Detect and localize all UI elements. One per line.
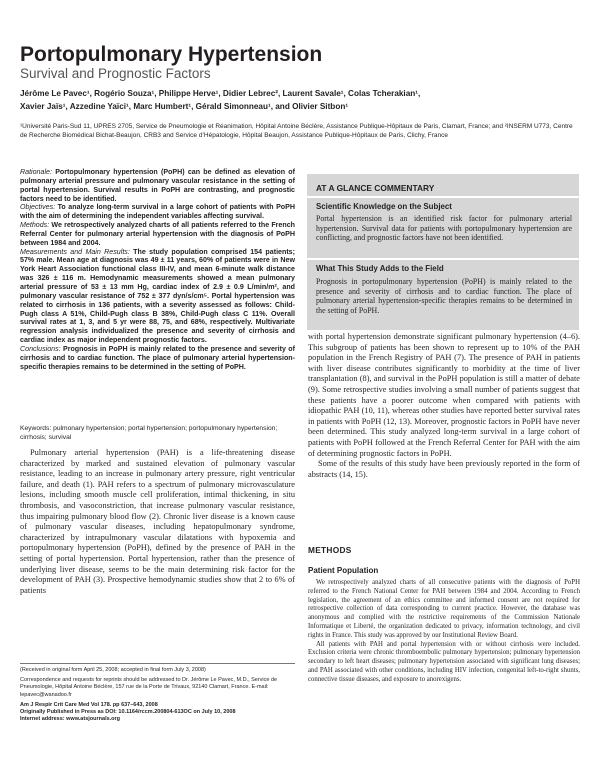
conclusions-text: Prognosis in PoPH is mainly related to the presence and severity of cirrhosis and to cardiac function. The place of pulmonary arterial hypertension-specific therapies remains to be determined in the setting of PoPH. — [20, 344, 295, 371]
article-subtitle: Survival and Prognostic Factors — [20, 66, 211, 81]
glance-divider-2 — [307, 258, 579, 260]
glance-text-1: Portal hypertension is an identified risk factor for pulmonary arterial hypertension. Survival data for patients with portopulmonary hypertension are conflicting, and prognostic factors have not been identified. — [316, 214, 572, 243]
authors-line-1: Jérôme Le Pavec¹, Rogério Souza¹, Philippe Herve¹, Didier Lebrec², Laurent Savale¹, Colas Tcherakian¹, — [20, 89, 421, 98]
methods-paragraph-1: We retrospectively analyzed charts of all consecutive patients with the diagnosis of PoPH referred to the French National Center for PAH between 1984 and 2004. According to French legislation, the agreement of an ethics committee and informed consent are not required for retrospective collection of data corresponding to current practice. However, the database was anonymous and complied with the restrictive requirements of the Commission Nationale Informatique et Liberté, the organization dedicated to privacy, information technology, and civil rights in France. This study was approved by our Institutional Review Board. — [308, 579, 580, 639]
authors-line-2: Xavier Jaïs¹, Azzedine Yaïci¹, Marc Humbert¹, Gérald Simonneau¹, and Olivier Sitbon¹ — [20, 102, 349, 111]
methods-text: We retrospectively analyzed charts of all patients referred to the French Referral Center for pulmonary arterial hypertension with the diagnosis of PoPH between 1984 and 2004. — [20, 221, 295, 247]
abstract-rationale — [20, 168, 295, 203]
abstract-results — [20, 248, 295, 345]
article-title: Portopulmonary Hypertension — [20, 43, 323, 66]
introduction — [20, 448, 295, 596]
abstracts-note: Some of the results of this study have been previously reported in the form of abstracts (14, 15). — [308, 459, 580, 479]
keywords-label: Keywords: — [20, 425, 52, 432]
glance-text-2: Prognosis in portopulmonary hypertension (PoPH) is mainly related to the presence and severity of cirrhosis and to cardiac function. The place of pulmonary arterial hypertension-specific therapies remains to be determined in the setting of PoPH. — [316, 277, 572, 315]
methods-body — [308, 579, 580, 685]
journal-citation: Am J Respir Crit Care Med Vol 178. pp 637–643, 2008 — [20, 701, 158, 708]
keywords-text: pulmonary hypertension; portal hypertension; portopulmonary hypertension; cirrhosis; survival — [20, 425, 278, 441]
results-label: Measurements and Main Results: — [20, 247, 130, 256]
author-list — [20, 87, 580, 113]
glance-commentary-box — [307, 174, 579, 330]
rationale-label: Rationale: — [20, 168, 52, 176]
objectives-label: Objectives: — [20, 203, 56, 212]
glance-subheading-2: What This Study Adds to the Field — [316, 264, 444, 273]
rationale-text: Portopulmonary hypertension (PoPH) can be defined as elevation of pulmonary arterial pressure and pulmonary vascular resistance in the setting of portal hypertension. Survival results in PoPH are contrasting, and prognostic factors need to be identified. — [20, 168, 295, 203]
footnote — [20, 663, 295, 723]
objectives-text: To analyze long-term survival in a large cohort of patients with PoPH with the aim of determining the independent variables affecting survival. — [20, 203, 295, 221]
glance-subheading-1: Scientific Knowledge on the Subject — [316, 202, 452, 211]
abstract-methods — [20, 221, 295, 248]
intro-continued — [308, 332, 580, 480]
online-doi: Originally Published in Press as DOI: 10.1164/rccm.200804-613OC on July 10, 2008 — [20, 709, 236, 716]
abstract-objectives — [20, 203, 295, 221]
methods-paragraph-2: All patients with PAH and portal hypertension with or without cirrhosis were included. Exclusion criteria were chronic thromboembolic pulmonary hypertension; pulmonary hypertension secondary to left heart diseases; pulmonary hypertension associated with significant lung diseases; and PAH associated with other conditions, including HIV infection, congenital left-to-right shunts, connective tissue diseases, and exposure to anorexigens. — [308, 640, 580, 683]
intro-paragraph: Pulmonary arterial hypertension (PAH) is a life-threatening disease characterized by marked and sustained elevation of pulmonary vascular resistance, leading to an increase in pulmonary artery pressure, right ventricular failure, and death (1). PAH refers to a spectrum of pulmonary microvasculature lesions, including smooth muscle cell proliferation, intimal thickening, in situ thrombosis, and vasoconstriction, that increase pulmonary vascular resistance, thus impairing pulmonary blood flow (2). Chronic liver disease is a known cause of pulmonary vascular diseases, including hepatopulmonary syndrome, characterized by intrapulmonary vascular dilatations with hypoxemia and portopulmonary hypertension (PoPH), defined by the presence of PAH in the setting of portal hypertension. Portal hypertension, rather than the presence of underlying liver disease, seems to be the main determining risk factor for the development of PAH (3). Prospective hemodynamic studies show that 2 to 6% of patients — [20, 448, 295, 595]
glance-divider — [307, 196, 579, 198]
patient-population-heading: Patient Population — [308, 566, 379, 575]
affiliations: ¹Université Paris-Sud 11, UPRES 2705, Service de Pneumologie et Réanimation, Hôpital Antoine Béclère, Assistance Publique-Hôpitaux de Paris, Clamart, France; and ²INSERM U773, Centre de Recherche Biomédical Bichat-Beaujon, CRB3 and Service d’Hépatologie, Hôpital Beaujon, Assistance Publique-Hôpitaux de Paris, Clichy, France — [20, 123, 573, 139]
abstract — [20, 168, 295, 371]
received-dates: (Received in original form April 25, 2008; accepted in final form July 3, 2008) — [20, 667, 206, 673]
methods-label: Methods: — [20, 221, 50, 230]
conclusions-label: Conclusions: — [20, 344, 61, 353]
correspondence: Correspondence and requests for reprints should be addressed to Dr. Jérôme Le Pavec, M.D., Service de Pneumologie, Hôpital Antoine Béclère, 157 rue de la Porte de Trivaux, 92140 Clamart, France. E-mail: lepavec@wanadoo.fr — [20, 677, 278, 698]
glance-heading: AT A GLANCE COMMENTARY — [316, 183, 435, 193]
abstract-conclusions — [20, 345, 295, 372]
keywords — [20, 424, 295, 442]
results-text: The study population comprised 154 patients; 57% male. Mean age at diagnosis was 49 ± 11 years, 60% of patients were in New York Heart Association functional class III-IV, and mean 6-minute walk distance was 326 ± 116 m. Hemodynamic measurements showed a mean pulmonary arterial pressure of 53 ± 13 mm Hg, cardiac index of 2.9 ± 0.9 L/min/m², and pulmonary vascular resistance of 752 ± 377 dyn/s/cm⁵. Portal hypertension was related to cirrhosis in 136 patients, with a severity assessed as follows: Child-Pugh class A 51%, Child-Pugh class B 38%, Child-Pugh class C 11%. Overall survival rates at 1, 3, and 5 yr were 88, 75, and 68%, respectively. Multivariate regression analysis individualized the presence and severity of cirrhosis and cardiac index as major independent prognostic factors. — [20, 247, 295, 345]
methods-heading: METHODS — [308, 545, 352, 555]
intro-continued-paragraph: with portal hypertension demonstrate significant pulmonary hypertension (4–6). This subgroup of patients has been shown to represent up to 10% of the PAH population in the French Registry of PAH (7). The presence of PAH in patients with liver disease contributes significantly to morbidity at the time of liver transplantation (8), and survival in the PoPH population is still a matter of debate (9). Some retrospective studies involving a small number of patients suggest that these patients have a poorer outcome when compared with patients with idiopathic PAH (10, 11), whereas other studies have reported better survival rates in patients with PoPH (12, 13). Moreover, prognostic factors in PoPH have never been determined. This study analyzed long-term survival in a large cohort of patients with PoPH followed at the French Referral Center for PAH with the aim of determining prognostic factors in PoPH. — [308, 332, 580, 458]
internet-address: Internet address: www.atsjournals.org — [20, 716, 121, 723]
